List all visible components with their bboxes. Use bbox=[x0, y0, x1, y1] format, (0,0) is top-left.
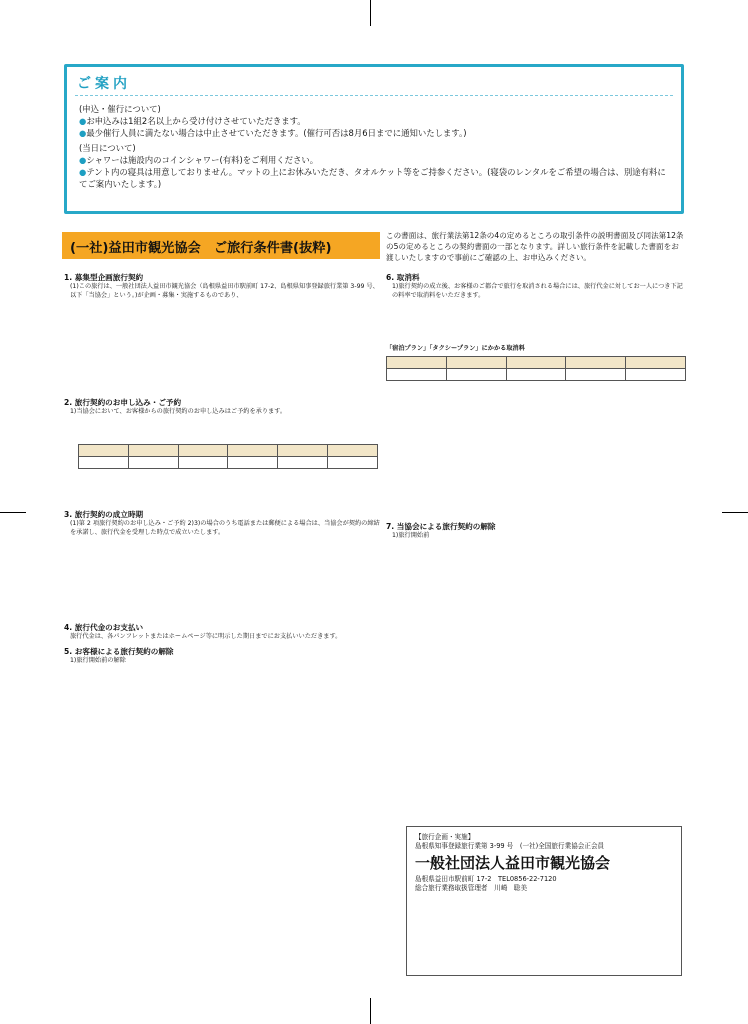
notice-box bbox=[64, 64, 684, 214]
section-text: 1)旅行契約の成立後、お客様のご都合で旅行を取消される場合には、旅行代金に対してお一人につき下記の料率で取消料をいただきます。 bbox=[392, 283, 683, 299]
left-column bbox=[64, 268, 382, 808]
section-title: 7. 当協会による旅行契約の解除 bbox=[386, 522, 496, 532]
crop-mark bbox=[370, 998, 371, 1024]
bullet-icon: ● bbox=[79, 128, 87, 139]
section-title: 1. 募集型企画旅行契約 bbox=[64, 273, 144, 282]
notice-item: ●テント内の寝具は用意しておりません。マットの上にお休みいただき、タオルケット等をご持参ください。(寝袋のレンタルをご希望の場合は、別途有料にてご案内いたします。) bbox=[79, 167, 666, 190]
notice-item: ●お申込みは1組2名以上から受け付けさせていただきます。 bbox=[79, 116, 306, 127]
organizer-box bbox=[406, 826, 682, 976]
divider bbox=[75, 95, 673, 96]
section-title: 5. お客様による旅行契約の解除 bbox=[64, 646, 174, 656]
organizer-manager: 総合旅行業務取扱管理者 川崎 聡美 bbox=[415, 884, 528, 892]
cancellation-table-title: 「宿泊プラン」「タクシープラン」にかかる取消料 bbox=[386, 344, 525, 352]
fee-table bbox=[78, 444, 378, 469]
organizer-registration: 島根県知事登録旅行業第 3-99 号 (一社)全国旅行業協会正会員 bbox=[415, 842, 605, 850]
bullet-icon: ● bbox=[79, 167, 87, 178]
notice-body bbox=[79, 103, 671, 190]
cancellation-table bbox=[386, 356, 686, 381]
conditions-title: (一社)益田市観光協会 ご旅行条件書(抜粋) bbox=[70, 241, 332, 256]
right-column bbox=[386, 268, 686, 818]
notice-item: ●最少催行人員に満たない場合は中止させていただきます。(催行可否は8月6日までに通知いたします。) bbox=[79, 128, 467, 139]
section-text: (1)この旅行は、一般社団法人益田市観光協会（島根県益田市駅前町 17-2、島根県知事登録旅行業第 3-99 号、以下「当協会」という。)が企画・募集・実施するものであり、 bbox=[70, 283, 379, 299]
section-title: 2. 旅行契約のお申し込み・ご予約 bbox=[64, 397, 182, 407]
preamble: この書面は、旅行業法第12条の4の定めるところの取引条件の説明書面及び同法第12条の5の定めるところの契約書面の一部となります。詳しい旅行条件を記載した書面をお渡しいたしますので事前にご確認の上、お申込みください。 bbox=[386, 231, 684, 262]
section-text: 旅行代金は、各パンフレットまたはホームページ等に明示した期日までにお支払いいただきます。 bbox=[70, 632, 342, 640]
crop-mark bbox=[370, 0, 371, 26]
organizer-label: 【旅行企画・実施】 bbox=[415, 833, 475, 841]
notice-title: ご案内 bbox=[77, 76, 131, 92]
notice-item: ●シャワーは施設内のコインシャワー(有料)をご利用ください。 bbox=[79, 154, 319, 165]
organizer-name: 一般社団法人益田市観光協会 bbox=[415, 854, 611, 872]
crop-mark bbox=[722, 512, 748, 513]
bullet-icon: ● bbox=[79, 154, 87, 165]
section-text: 1)旅行開始前の解除 bbox=[70, 656, 126, 664]
bullet-icon: ● bbox=[79, 116, 87, 127]
section-text: (1)第 2 項旅行契約のお申し込み・ご予約 2)3)の場合のうち電話または郵便による場合は、当協会が契約の締結を承諾し、旅行代金を受理した時点で成立いたします。 bbox=[70, 520, 380, 537]
section-title: 4. 旅行代金のお支払い bbox=[64, 622, 144, 632]
conditions-title-band bbox=[62, 232, 380, 259]
section-text: 1)当協会において、お客様からの旅行契約のお申し込みはご予約を承ります。 bbox=[70, 407, 287, 415]
section-title: 3. 旅行契約の成立時期 bbox=[64, 510, 144, 520]
section-text: 1)旅行開始前 bbox=[392, 532, 430, 540]
crop-mark bbox=[0, 512, 26, 513]
organizer-address: 島根県益田市駅前町 17-2 TEL0856-22-7120 bbox=[415, 875, 557, 883]
day-heading: (当日について) bbox=[79, 142, 136, 153]
application-heading: (申込・催行について) bbox=[79, 104, 161, 114]
section-title: 6. 取消料 bbox=[386, 273, 420, 282]
